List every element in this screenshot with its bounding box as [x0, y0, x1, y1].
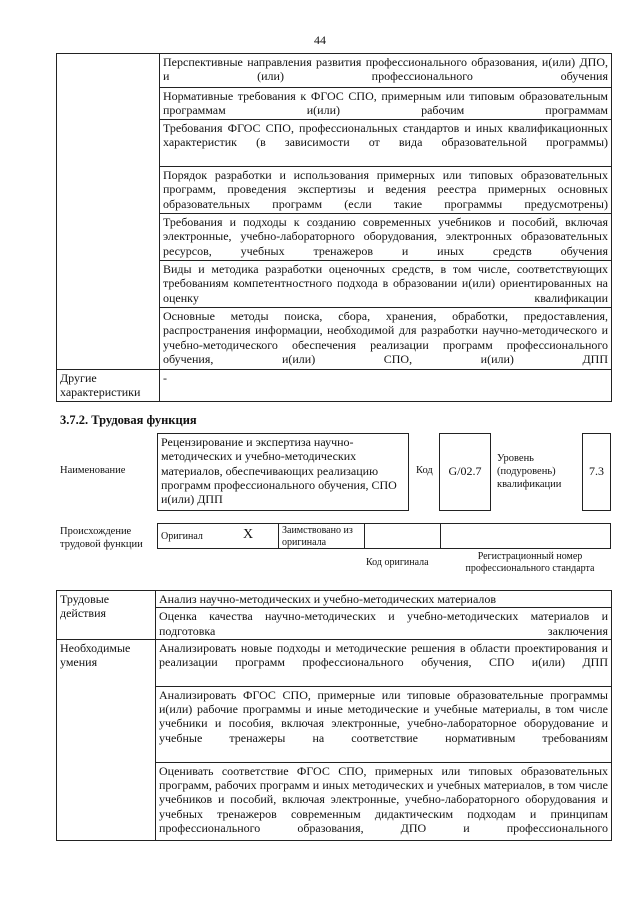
empty-label-cell [57, 54, 160, 370]
knowledge-row: Нормативные требования к ФГОС СПО, примерным или типовым образовательным программам и(или) рабочим программам [160, 88, 612, 120]
functions-table [56, 590, 612, 841]
action-row: Анализ научно-методических и учебно-методических материалов [156, 591, 612, 608]
other-characteristics-value: - [160, 370, 612, 402]
level-label: Уровень (подуровень) квалификации [497, 453, 562, 490]
function-code: G/02.7 [439, 433, 491, 511]
qualification-level: 7.3 [582, 433, 611, 511]
skill-row: Оценивать соответствие ФГОС СПО, примерных или типовых образовательных программ, рабочих программ и иных методических и учебных материалов, в том числе учебников и пособий, включая электронные, учебно-лабораторного оборудования и учебных тренажеров современным дидактическим подходам и принципам профессионального образования, ДПО и профессионального [156, 762, 612, 840]
code-label: Код [416, 465, 433, 476]
skill-row: Анализировать новые подходы и методические решения в области проектирования и реализации программ профессионального обучения, СПО и(или) ДПП [156, 639, 612, 686]
knowledge-row: Основные методы поиска, сбора, хранения, обработки, предоставления, распространения информации, необходимой для разработки научно-методического и учебно-методического обеспечения реализации программ профессионального обучения, и(или) СПО, и(или) ДПП [160, 308, 612, 370]
origin-original: Оригинал [157, 523, 279, 549]
knowledge-table [56, 53, 612, 402]
skill-row: Анализировать ФГОС СПО, примерные или типовые образовательные программы и(или) рабочие программы и иные методические и учебные материалы, в том числе учебники и пособия, включая электронные, учебно-лабораторное оборудование и учебные тренажеры на соответствие нормативным требованиям [156, 686, 612, 762]
origin-mark: X [243, 527, 254, 542]
original-code-box [364, 523, 441, 549]
skills-label: Необходимые умения [57, 639, 156, 840]
registration-caption: Регистрационный номер профессионального стандарта [465, 551, 595, 574]
section-title: 3.7.2. Трудовая функция [60, 413, 197, 427]
registration-number-box [440, 523, 611, 549]
other-characteristics-label: Другие характеристики [57, 370, 160, 402]
origin-label: Происхождение трудовой функции [60, 526, 143, 550]
knowledge-row: Перспективные направления развития профессионального образования, и(или) ДПО, и (или) профессионального обучения [160, 54, 612, 88]
function-name: Рецензирование и экспертиза научно-методических и учебно-методических материалов, обеспечивающих реализацию программ профессионального обучения, СПО и(или) ДПП [157, 433, 409, 511]
knowledge-row: Порядок разработки и использования примерных или типовых образовательных программ, проведения экспертизы и ведения реестра примерных основных образовательных программ (если такие программы предусмотрены) [160, 167, 612, 214]
action-row: Оценка качества научно-методических и учебно-методических материалов и подготовка заключения [156, 608, 612, 640]
actions-label: Трудовые действия [57, 591, 156, 640]
original-code-caption: Код оригинала [366, 557, 429, 568]
knowledge-row: Требования и подходы к созданию современных учебников и пособий, включая электронные, учебно-лабораторного оборудования, электронных образовательных ресурсов, учебных тренажеров и иных средств обучения [160, 214, 612, 261]
name-label: Наименование [60, 465, 126, 476]
page-number: 44 [314, 33, 326, 47]
knowledge-row: Требования ФГОС СПО, профессиональных стандартов и иных квалификационных характеристик (в зависимости от вида образовательной программы) [160, 120, 612, 167]
knowledge-row: Виды и методика разработки оценочных средств, в том числе, соответствующих требованиям компетентностного подхода в образовании и(или) ориентированных на оценку квалификации [160, 261, 612, 308]
origin-borrowed: Заимствовано из оригинала [278, 523, 365, 549]
